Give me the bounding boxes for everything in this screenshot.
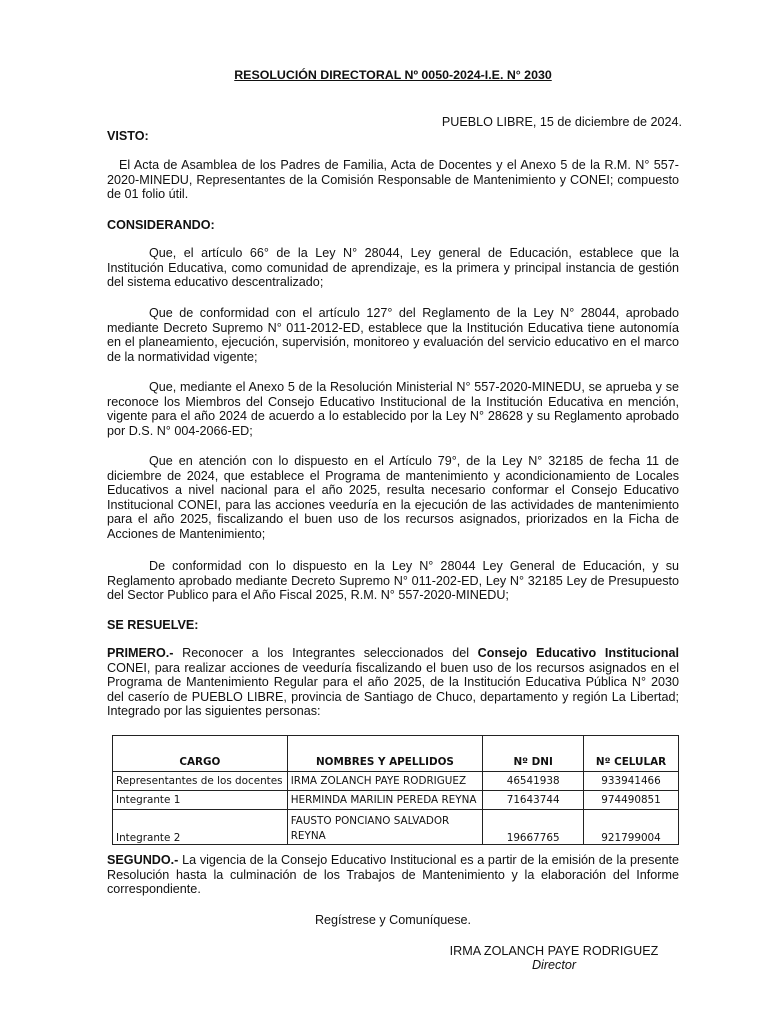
primero-label: PRIMERO.-	[107, 646, 174, 660]
cell-celular: 974490851	[584, 791, 679, 810]
signer-name: IRMA ZOLANCH PAYE RODRIGUEZ	[449, 944, 659, 958]
cell-cargo: Integrante 1	[113, 791, 288, 810]
table-row	[113, 810, 679, 845]
closing-text: Regístrese y Comuníquese.	[314, 913, 472, 927]
visto-heading: VISTO:	[107, 129, 149, 143]
cell-dni: 71643744	[483, 791, 584, 810]
primero-bold-text: Consejo Educativo Institucional	[477, 646, 679, 660]
cell-celular: 921799004	[584, 810, 679, 845]
segundo-paragraph	[107, 853, 679, 897]
resolution-document	[107, 0, 682, 1024]
members-table	[112, 735, 679, 845]
segundo-text: La vigencia de la Consejo Educativo Institucional es a partir de la emisión de la presente Resolución hasta la culminación de los Trabajos de Mantenimiento y la elaboración del Informe correspondiente.	[107, 853, 679, 897]
signer-role: Director	[531, 958, 577, 972]
cell-nombre-line-1: FAUSTO PONCIANO SALVADOR	[290, 815, 450, 827]
primero-text-post: CONEI, para realizar acciones de veeduría fiscalizando el buen uso de los recursos asignados en el Programa de Mantenimiento Regular para el año 2025, de la Institución Educativa Pública N° 2030 del caserío de PUEBLO LIBRE, provincia de Santiago de Chuco, departamento y región La Libertad; Integrado por las siguientes personas:	[107, 660, 679, 719]
considerando-paragraph-5: De conformidad con lo dispuesto en la Ley N° 28044 Ley General de Educación, y su Reglamento aprobado mediante Decreto Supremo N° 011-202-ED, Ley N° 32185 Ley de Presupuesto del Sector Publico para el Año Fiscal 2025, R.M. N° 557-2020-MINEDU;	[107, 559, 679, 603]
segundo-label: SEGUNDO.-	[107, 853, 179, 867]
table-row	[113, 791, 679, 810]
header-celular: Nº CELULAR	[584, 736, 679, 772]
primero-text-pre: Reconocer a los Integrantes seleccionados del	[173, 646, 478, 660]
cell-nombre-line-2: REYNA	[290, 830, 326, 842]
cell-celular: 933941466	[584, 772, 679, 791]
cell-nombre: HERMINDA MARILIN PEREDA REYNA	[287, 791, 483, 810]
considerando-paragraph-1: Que, el artículo 66° de la Ley N° 28044, Ley general de Educación, establece que la Institución Educativa, como comunidad de aprendizaje, es la primera y principal instancia de gestión del sistema educativo descentralizado;	[107, 246, 679, 290]
document-title: RESOLUCIÓN DIRECTORAL Nº 0050-2024-I.E. N° 2030	[234, 68, 552, 82]
cell-cargo: Representantes de los docentes	[113, 772, 288, 791]
considerando-heading: CONSIDERANDO:	[107, 218, 215, 232]
considerando-paragraph-2: Que de conformidad con el artículo 127° del Reglamento de la Ley N° 28044, aprobado mediante Decreto Supremo N° 011-2012-ED, establece que la Institución Educativa tiene autonomía en el planeamiento, ejecución, supervisión, monitoreo y evaluación del servicio educativo en el marco de la normatividad vigente;	[107, 306, 679, 364]
cell-cargo: Integrante 2	[113, 810, 288, 845]
cell-dni: 46541938	[483, 772, 584, 791]
primero-paragraph	[107, 646, 679, 719]
place-date: PUEBLO LIBRE, 15 de diciembre de 2024.	[441, 115, 682, 129]
header-dni: Nº DNI	[483, 736, 584, 772]
visto-paragraph: El Acta de Asamblea de los Padres de Familia, Acta de Docentes y el Anexo 5 de la R.M. N° 557-2020-MINEDU, Representantes de la Comisión Responsable de Mantenimiento y CONEI; compuesto de 01 folio útil.	[107, 158, 679, 202]
cell-nombre	[287, 810, 483, 845]
cell-nombre: IRMA ZOLANCH PAYE RODRIGUEZ	[287, 772, 483, 791]
considerando-paragraph-4: Que en atención con lo dispuesto en el Artículo 79°, de la Ley N° 32185 de fecha 11 de diciembre de 2024, que establece el Programa de mantenimiento y acondicionamiento de Locales Educativos a nivel nacional para el año 2025, resulta necesario conformar el Consejo Educativo Institucional CONEI, para las acciones veeduría en la ejecución de las actividades de mantenimiento para el año 2025, fiscalizando el buen uso de los recursos asignados, priorizados en la Ficha de Acciones de Mantenimiento;	[107, 454, 679, 541]
se-resuelve-heading: SE RESUELVE:	[107, 618, 199, 632]
header-nombres: NOMBRES Y APELLIDOS	[287, 736, 483, 772]
table-row	[113, 772, 679, 791]
header-cargo: CARGO	[113, 736, 288, 772]
table-header-row	[113, 736, 679, 772]
considerando-paragraph-3: Que, mediante el Anexo 5 de la Resolución Ministerial N° 557-2020-MINEDU, se aprueba y se reconoce los Miembros del Consejo Educativo Institucional de la Institución Educativa en mención, vigente para el año 2024 de acuerdo a lo establecido por la Ley N° 28628 y su Reglamento aprobado por D.S. N° 004-2066-ED;	[107, 380, 679, 438]
cell-dni: 19667765	[483, 810, 584, 845]
